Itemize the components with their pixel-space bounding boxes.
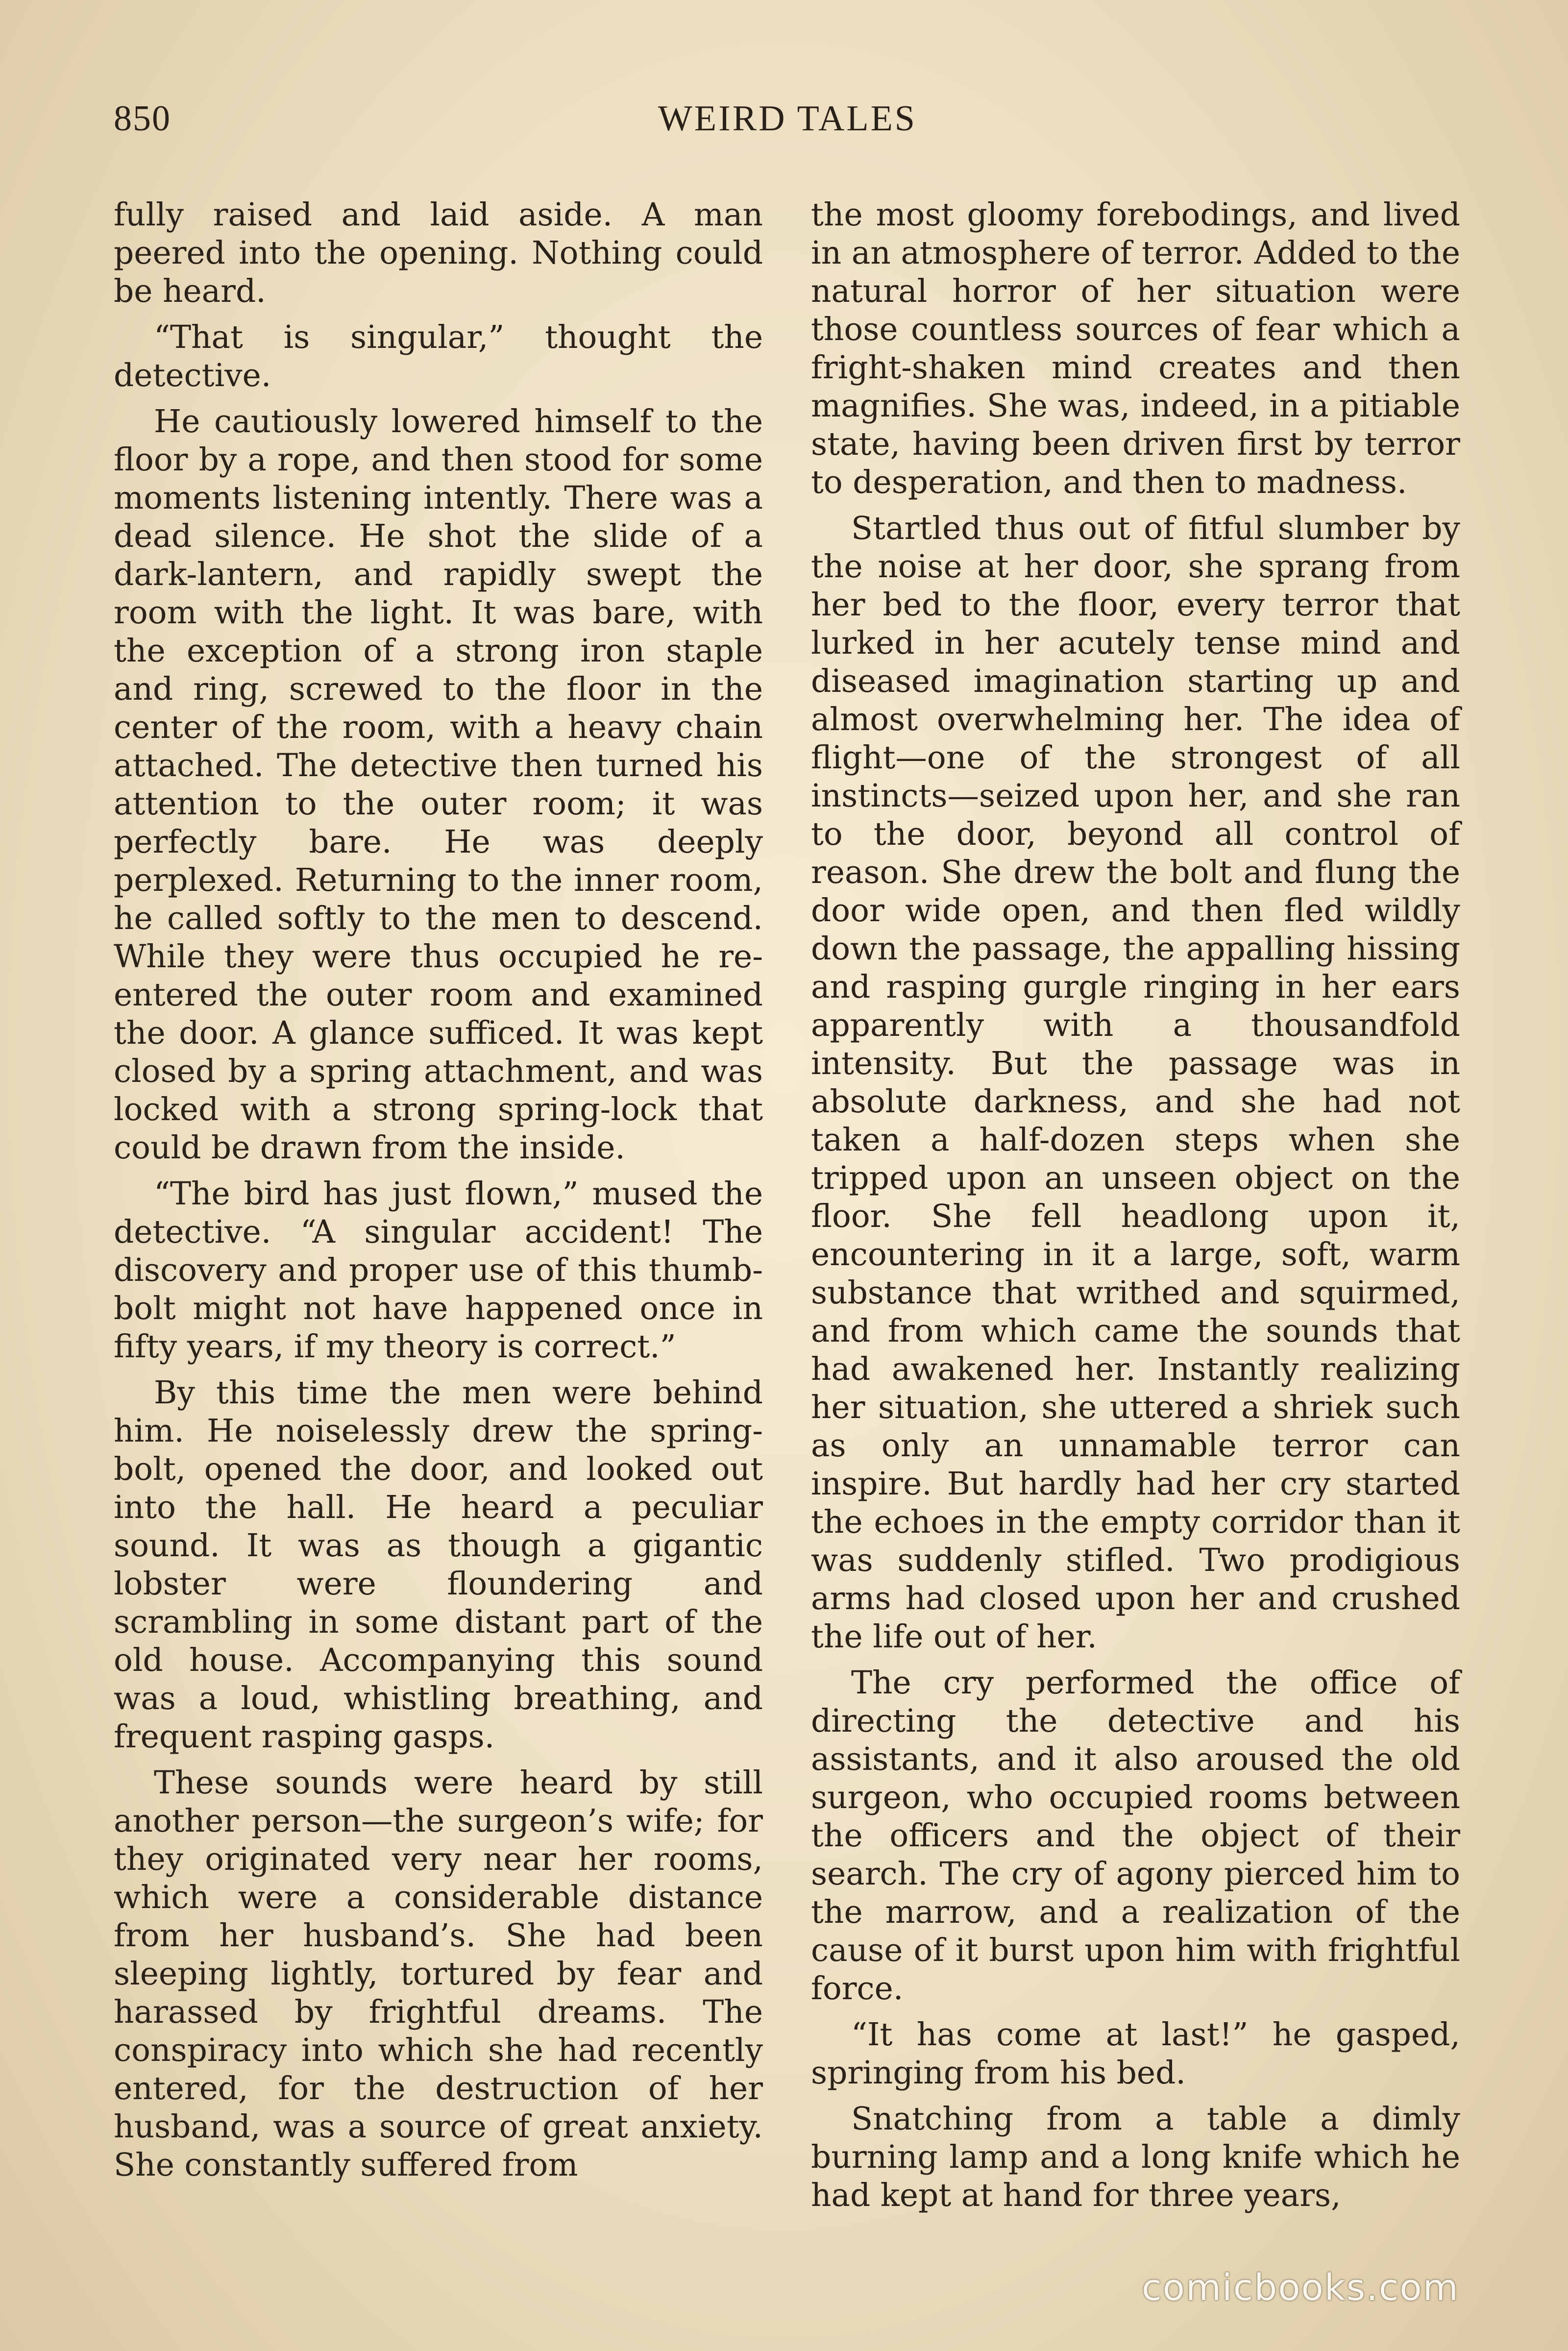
- right-column: [811, 196, 1460, 2223]
- source-watermark: comicbooks.com: [1142, 2267, 1459, 2309]
- paragraph: “It has come at last!” he gasped, springing from his bed.: [811, 2016, 1460, 2091]
- journal-title: WEIRD TALES: [658, 98, 917, 139]
- paragraph: fully raised and laid aside. A man peered into the opening. Nothing could be heard.: [114, 196, 763, 310]
- page-number: 850: [114, 98, 171, 139]
- paragraph: These sounds were heard by still another person—the surgeon’s wife; for they originated very near her rooms, which were a considerable distance from her husband’s. She had been sleeping lightly, tortured by fear and harassed by frightful dreams. The conspiracy into which she had recently entered, for the destruction of her husband, was a source of great anxiety. She constantly suffered from: [114, 1764, 763, 2183]
- paragraph: The cry performed the office of directing the detective and his assistants, and it also aroused the old surgeon, who occupied rooms between the officers and the object of their search. The cry of agony pierced him to the marrow, and a realization of the cause of it burst upon him with frightful force.: [811, 1665, 1460, 2007]
- paragraph: “That is singular,” thought the detective.: [114, 319, 763, 394]
- paragraph: Snatching from a table a dimly burning lamp and a long knife which he had kept at hand for three years,: [811, 2101, 1460, 2214]
- page-header: [114, 98, 1461, 152]
- left-column: [114, 196, 763, 2192]
- paragraph: By this time the men were behind him. He noiselessly drew the spring-bolt, opened the door, and looked out into the hall. He heard a peculiar sound. It was as though a gigantic lobster were floundering and scrambling in some distant part of the old house. Accompanying this sound was a loud, whistling breathing, and frequent rasping gasps.: [114, 1374, 763, 1755]
- paragraph: He cautiously lowered himself to the floor by a rope, and then stood for some moments listening intently. There was a dead silence. He shot the slide of a dark-lantern, and rapidly swept the room with the light. It was bare, with the exception of a strong iron staple and ring, screwed to the floor in the center of the room, with a heavy chain attached. The detective then turned his attention to the outer room; it was perfectly bare. He was deeply perplexed. Returning to the inner room, he called softly to the men to descend. While they were thus occupied he re-entered the outer room and examined the door. A glance sufficed. It was kept closed by a spring attachment, and was locked with a strong spring-lock that could be drawn from the inside.: [114, 403, 763, 1166]
- paragraph: Startled thus out of fitful slumber by the noise at her door, she sprang from her bed to the floor, every terror that lurked in her acutely tense mind and diseased imagination starting up and almost overwhelming her. The idea of flight—one of the strongest of all instincts—seized upon her, and she ran to the door, beyond all control of reason. She drew the bolt and flung the door wide open, and then fled wildly down the passage, the appalling hissing and rasping gurgle ringing in her ears apparently with a thousandfold intensity. But the passage was in absolute darkness, and she had not taken a half-dozen steps when she tripped upon an unseen object on the floor. She fell headlong upon it, encountering in it a large, soft, warm substance that writhed and squirmed, and from which came the sounds that had awakened her. Instantly realizing her situation, she uttered a shriek such as only an unnamable terror can inspire. But hardly had her cry started the echoes in the empty corridor than it was suddenly stifled. Two prodigious arms had closed upon her and crushed the life out of her.: [811, 510, 1460, 1655]
- paragraph: the most gloomy forebodings, and lived in an atmosphere of terror. Added to the natural horror of her situation were those countless sources of fear which a fright-shaken mind creates and then magnifies. She was, indeed, in a pitiable state, having been driven first by terror to desperation, and then to madness.: [811, 196, 1460, 501]
- paragraph: “The bird has just flown,” mused the detective. “A singular accident! The discovery and proper use of this thumb-bolt might not have happened once in fifty years, if my theory is correct.”: [114, 1176, 763, 1365]
